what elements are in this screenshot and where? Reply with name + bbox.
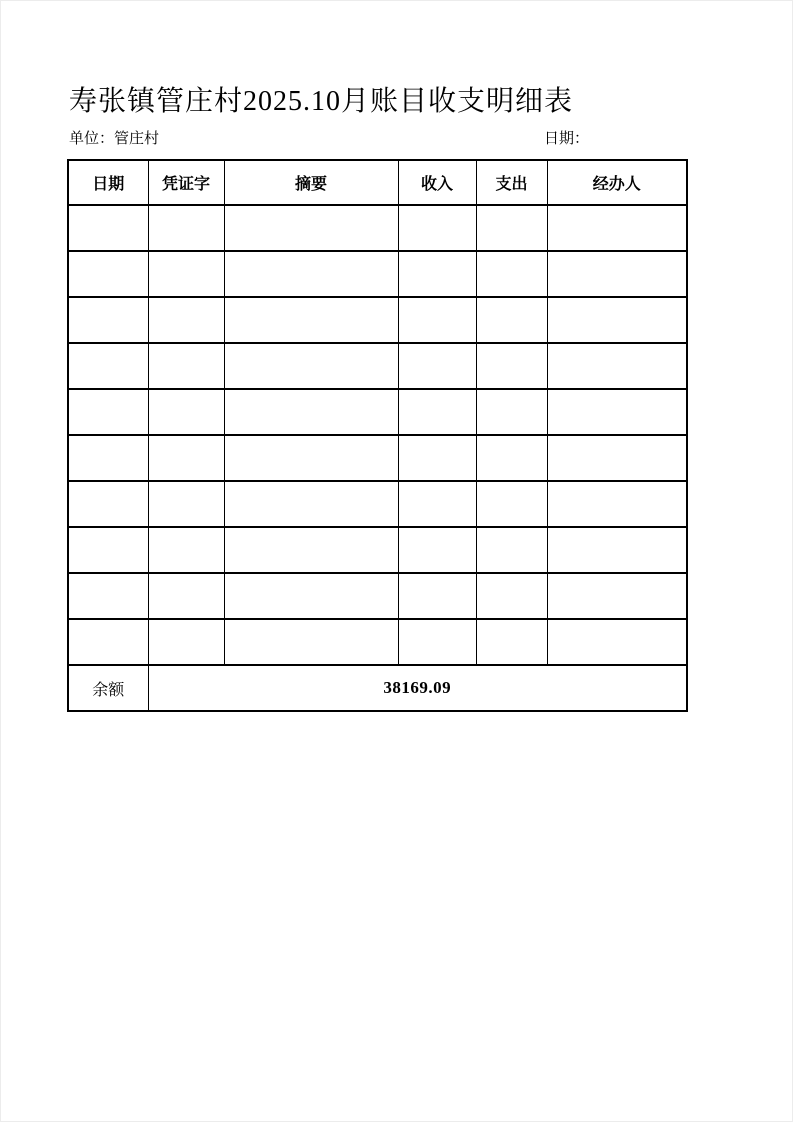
table-cell <box>476 297 547 343</box>
date-label: 日期： <box>544 131 590 147</box>
table-row <box>68 435 687 481</box>
table-cell <box>224 573 398 619</box>
table-cell <box>68 343 148 389</box>
table-cell <box>476 205 547 251</box>
table-cell <box>224 205 398 251</box>
table-cell <box>476 251 547 297</box>
table-cell <box>68 389 148 435</box>
table-row <box>68 619 687 665</box>
table-row <box>68 527 687 573</box>
ledger-table-body <box>68 205 687 665</box>
table-cell <box>547 573 687 619</box>
table-cell <box>476 435 547 481</box>
balance-value: 38169.09 <box>148 665 687 711</box>
header-cell-expense: 支出 <box>476 160 547 205</box>
table-cell <box>148 389 224 435</box>
table-cell <box>148 527 224 573</box>
balance-label: 余额 <box>68 665 148 711</box>
table-cell <box>398 573 476 619</box>
table-cell <box>398 389 476 435</box>
table-row <box>68 297 687 343</box>
table-cell <box>68 527 148 573</box>
table-cell <box>547 527 687 573</box>
table-cell <box>547 343 687 389</box>
header-cell-voucher: 凭证字 <box>148 160 224 205</box>
table-cell <box>398 297 476 343</box>
table-row <box>68 389 687 435</box>
header-row <box>68 160 687 205</box>
table-cell <box>148 343 224 389</box>
header-cell-summary: 摘要 <box>224 160 398 205</box>
table-cell <box>224 481 398 527</box>
table-cell <box>148 619 224 665</box>
table-row <box>68 481 687 527</box>
table-cell <box>224 435 398 481</box>
table-cell <box>68 435 148 481</box>
meta-row <box>69 127 686 147</box>
table-cell <box>68 573 148 619</box>
page-title: 寿张镇管庄村2025.10月账目收支明细表 <box>69 86 574 117</box>
header-cell-date: 日期 <box>68 160 148 205</box>
table-cell <box>547 435 687 481</box>
table-cell <box>68 481 148 527</box>
table-cell <box>224 297 398 343</box>
table-row <box>68 205 687 251</box>
table-cell <box>476 343 547 389</box>
table-row <box>68 573 687 619</box>
header-cell-income: 收入 <box>398 160 476 205</box>
table-cell <box>476 573 547 619</box>
table-cell <box>224 251 398 297</box>
table-cell <box>398 251 476 297</box>
table-cell <box>547 205 687 251</box>
table-cell <box>148 435 224 481</box>
table-cell <box>398 205 476 251</box>
table-cell <box>224 389 398 435</box>
table-cell <box>547 389 687 435</box>
table-cell <box>398 481 476 527</box>
table-cell <box>476 619 547 665</box>
table-cell <box>398 343 476 389</box>
table-cell <box>148 481 224 527</box>
table-cell <box>148 251 224 297</box>
table-cell <box>547 251 687 297</box>
ledger-table <box>67 159 688 712</box>
header-cell-handler: 经办人 <box>547 160 687 205</box>
unit-label: 单位：管庄村 <box>69 131 160 147</box>
table-cell <box>224 619 398 665</box>
table-cell <box>547 297 687 343</box>
table-cell <box>398 619 476 665</box>
table-cell <box>68 251 148 297</box>
table-cell <box>547 619 687 665</box>
table-row <box>68 343 687 389</box>
table-cell <box>148 297 224 343</box>
table-cell <box>398 435 476 481</box>
table-cell <box>476 481 547 527</box>
table-cell <box>398 527 476 573</box>
balance-row <box>68 665 687 711</box>
table-cell <box>148 573 224 619</box>
table-cell <box>224 343 398 389</box>
table-cell <box>68 297 148 343</box>
table-cell <box>547 481 687 527</box>
table-cell <box>68 205 148 251</box>
table-cell <box>476 527 547 573</box>
table-cell <box>148 205 224 251</box>
table-row <box>68 251 687 297</box>
table-cell <box>476 389 547 435</box>
table-cell <box>68 619 148 665</box>
table-cell <box>224 527 398 573</box>
